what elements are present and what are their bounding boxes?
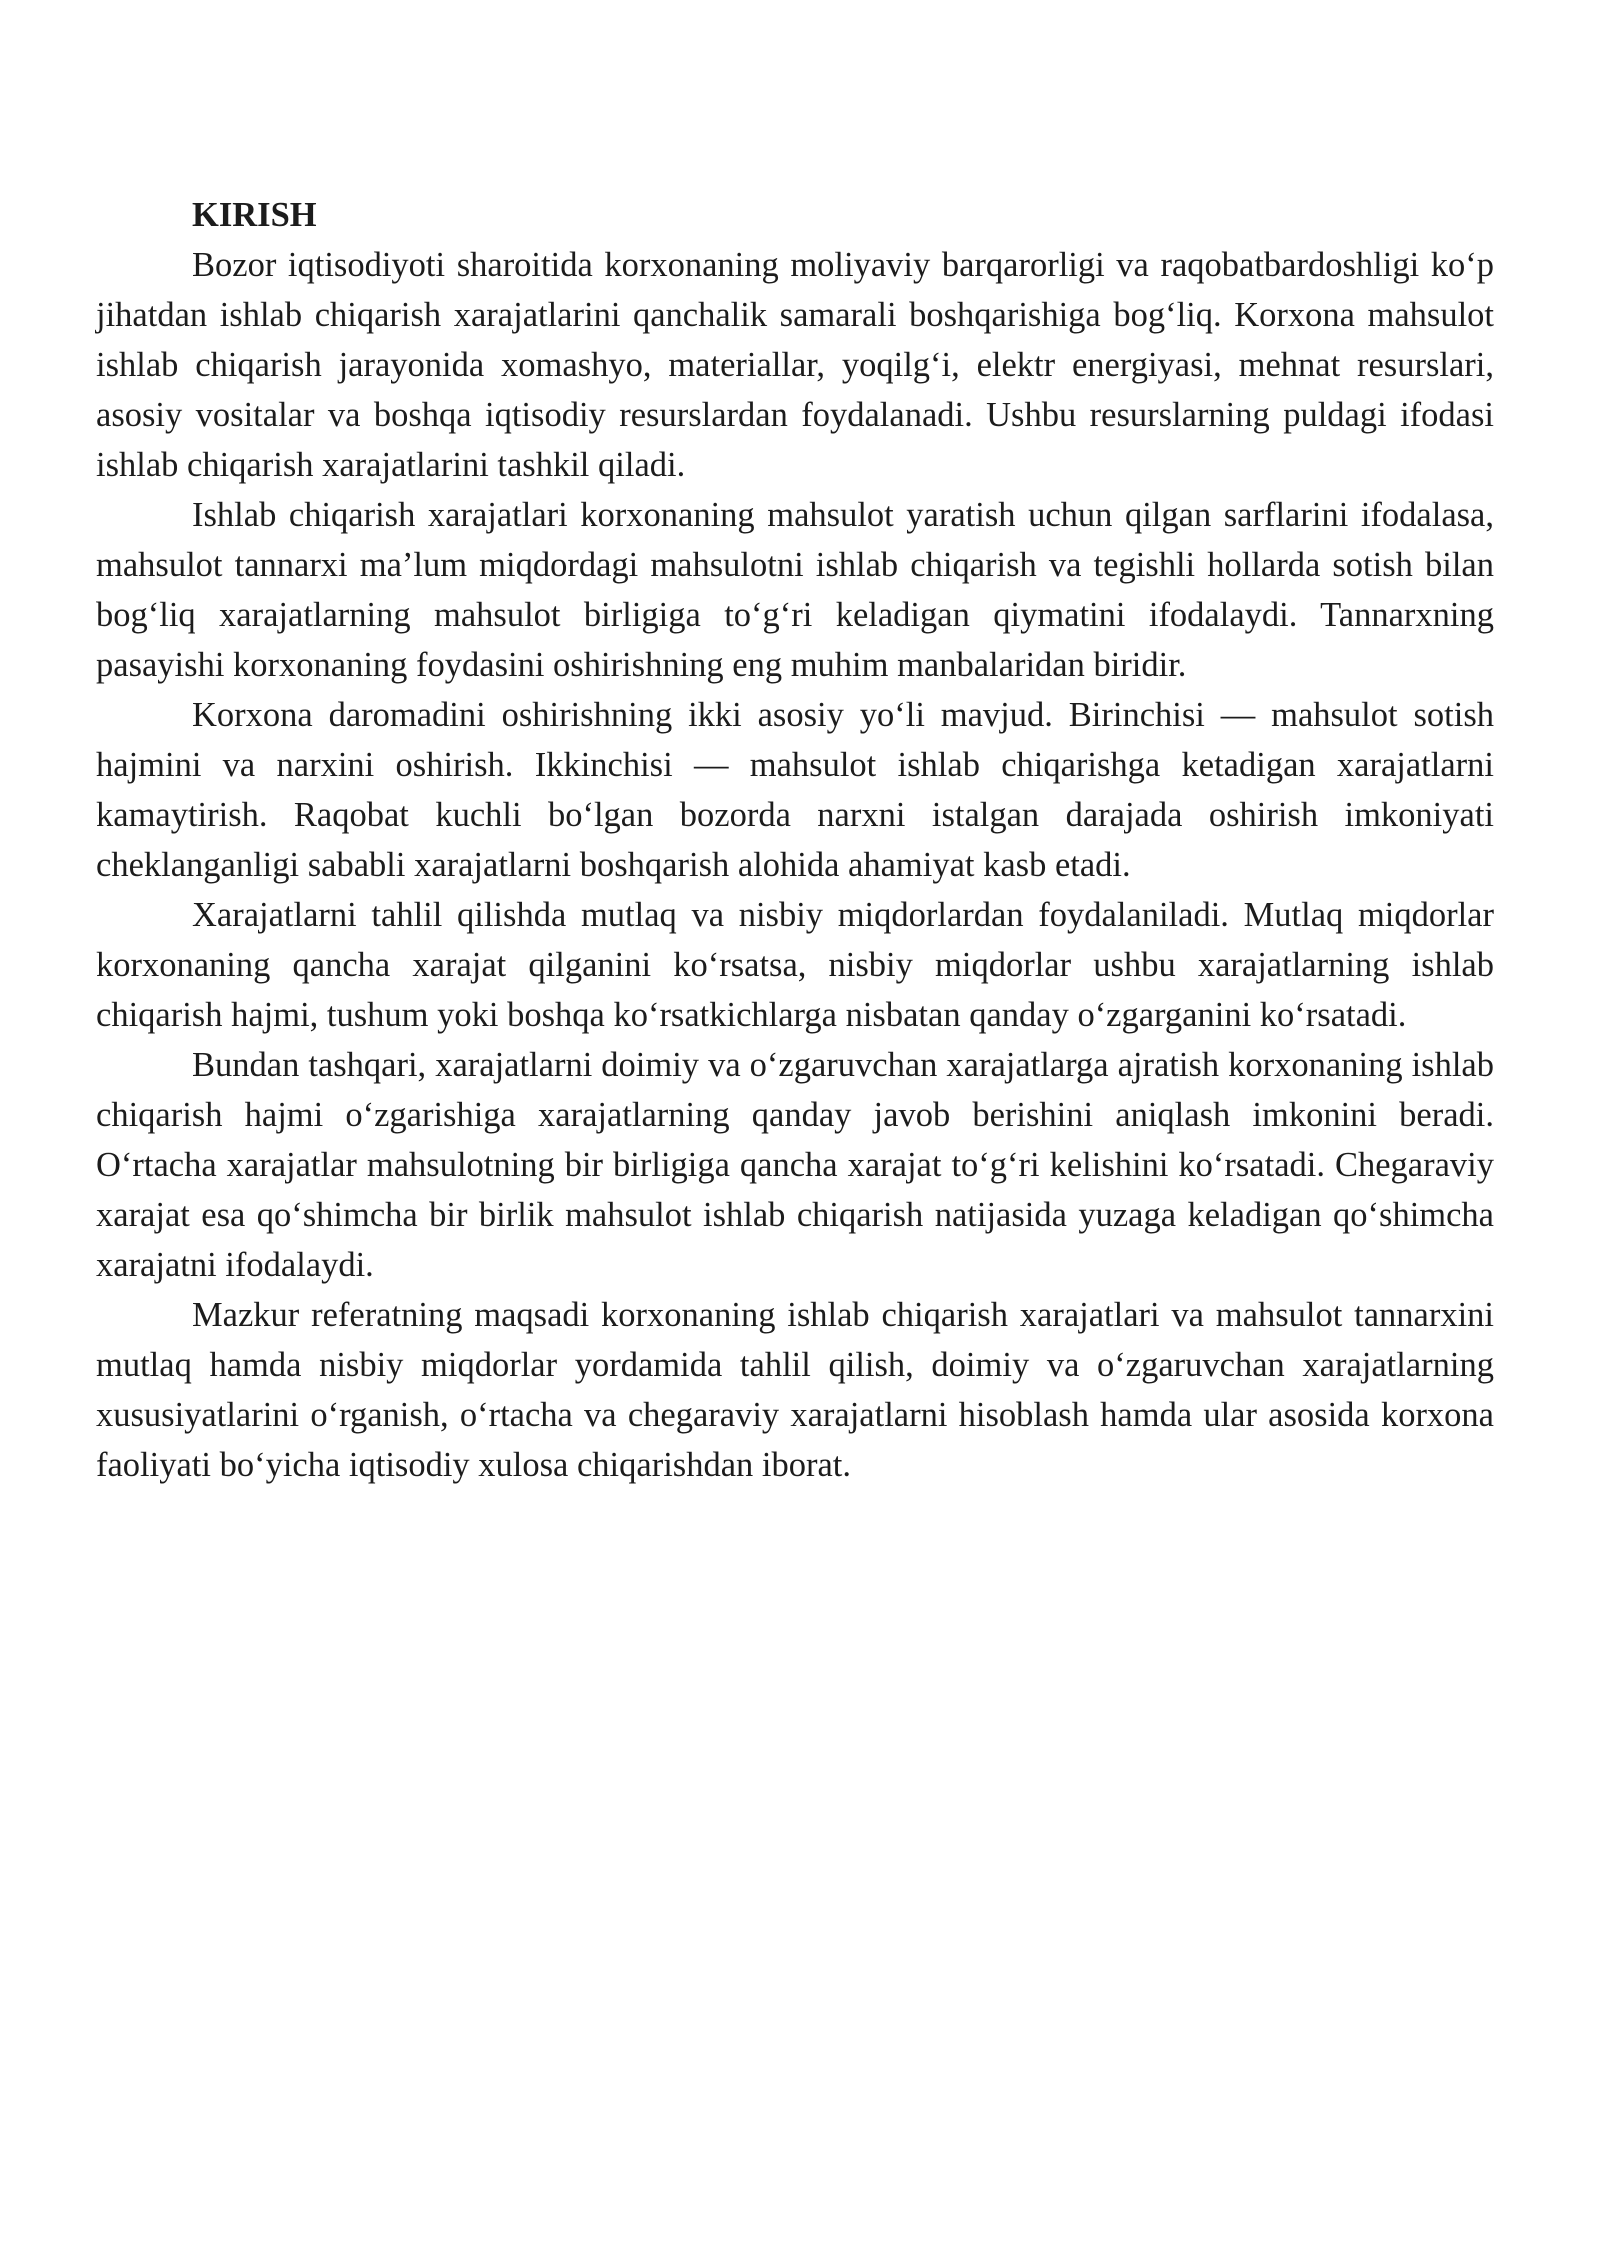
document-body bbox=[96, 190, 1494, 1490]
paragraph-6: Mazkur referatning maqsadi korxonaning ishlab chiqarish xarajatlari va mahsulot tannarxini mutlaq hamda nisbiy miqdorlar yordamida tahlil qilish, doimiy va o‘zgaruvchan xarajatlarning xususiyatlarini o‘rganish, o‘rtacha va chegaraviy xarajatlarni hisoblash hamda ular asosida korxona faoliyati bo‘yicha iqtisodiy xulosa chiqarishdan iborat. bbox=[96, 1296, 1494, 1484]
paragraph-2: Ishlab chiqarish xarajatlari korxonaning mahsulot yaratish uchun qilgan sarflarini ifodalasa, mahsulot tannarxi ma’lum miqdordagi mahsulotni ishlab chiqarish va tegishli hollarda sotish bilan bog‘liq xarajatlarning mahsulot birligiga to‘g‘ri keladigan qiymatini ifodalaydi. Tannarxning pasayishi korxonaning foydasini oshirishning eng muhim manbalaridan biridir. bbox=[96, 496, 1494, 684]
paragraph-1: Bozor iqtisodiyoti sharoitida korxonaning moliyaviy barqarorligi va raqobatbardoshligi ko‘p jihatdan ishlab chiqarish xarajatlarini qanchalik samarali boshqarishiga bog‘liq. Korxona mahsulot ishlab chiqarish jarayonida xomashyo, materiallar, yoqilg‘i, elektr energiyasi, mehnat resurslari, asosiy vositalar va boshqa iqtisodiy resurslardan foydalanadi. Ushbu resurslarning puldagi ifodasi ishlab chiqarish xarajatlarini tashkil qiladi. bbox=[96, 246, 1494, 484]
paragraph-5: Bundan tashqari, xarajatlarni doimiy va o‘zgaruvchan xarajatlarga ajratish korxonaning ishlab chiqarish hajmi o‘zgarishiga xarajatlarning qanday javob berishini aniqlash imkonini beradi. O‘rtacha xarajatlar mahsulotning bir birligiga qancha xarajat to‘g‘ri kelishini ko‘rsatadi. Chegaraviy xarajat esa qo‘shimcha bir birlik mahsulot ishlab chiqarish natijasida yuzaga keladigan qo‘shimcha xarajatni ifodalaydi. bbox=[96, 1046, 1494, 1284]
paragraph-3: Korxona daromadini oshirishning ikki asosiy yo‘li mavjud. Birinchisi — mahsulot sotish hajmini va narxini oshirish. Ikkinchisi — mahsulot ishlab chiqarishga ketadigan xarajatlarni kamaytirish. Raqobat kuchli bo‘lgan bozorda narxni istalgan darajada oshirish imkoniyati cheklanganligi sababli xarajatlarni boshqarish alohida ahamiyat kasb etadi. bbox=[96, 696, 1494, 884]
paragraph-4: Xarajatlarni tahlil qilishda mutlaq va nisbiy miqdorlardan foydalaniladi. Mutlaq miqdorlar korxonaning qancha xarajat qilganini ko‘rsatsa, nisbiy miqdorlar ushbu xarajatlarning ishlab chiqarish hajmi, tushum yoki boshqa ko‘rsatkichlarga nisbatan qanday o‘zgarganini ko‘rsatadi. bbox=[96, 896, 1494, 1034]
section-heading: KIRISH bbox=[192, 196, 317, 234]
